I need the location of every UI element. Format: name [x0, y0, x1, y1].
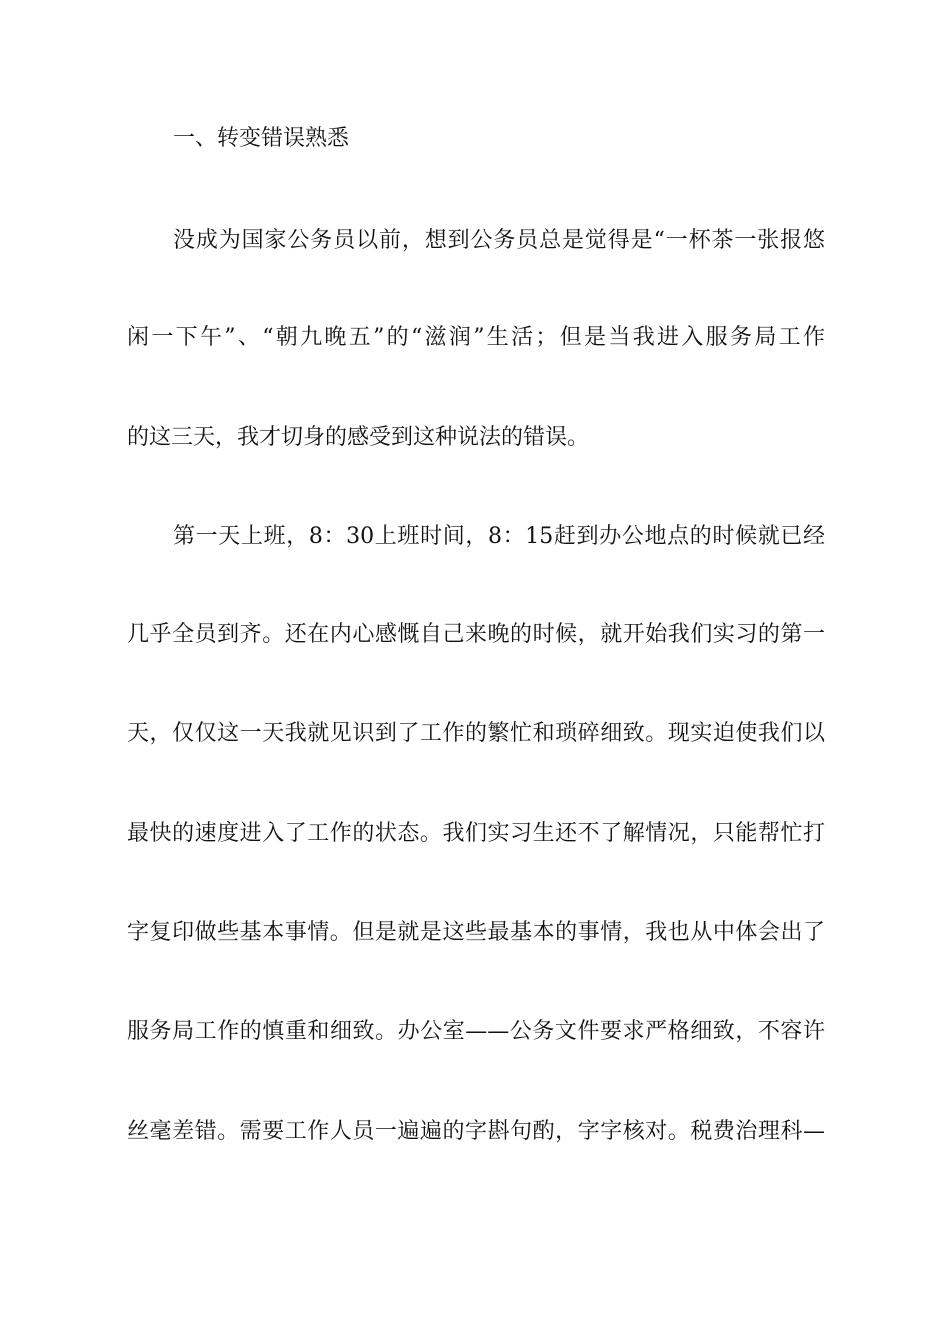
paragraph-2-line-1: 第一天上班，8：30上班时间，8：15赶到办公地点的时候就已经 [173, 524, 825, 549]
paragraph-2-line-3: 天，仅仅这一天我就见识到了工作的繁忙和琐碎细致。现实迫使我们以 [127, 721, 825, 746]
paragraph-2-line-5: 字复印做些基本事情。但是就是这些最基本的事情，我也从中体会出了 [127, 920, 825, 945]
paragraph-1-line-2: 闲一下午”、“朝九晚五”的“滋润”生活；但是当我进入服务局工作 [127, 325, 825, 350]
paragraph-2-line-2: 几乎全员到齐。还在内心感慨自己来晚的时候，就开始我们实习的第一 [127, 622, 825, 647]
paragraph-2-line-4: 最快的速度进入了工作的状态。我们实习生还不了解情况，只能帮忙打 [127, 821, 825, 846]
section-heading: 一、转变错误熟悉 [173, 126, 350, 151]
paragraph-1-line-3: 的这三天，我才切身的感受到这种说法的错误。 [127, 425, 590, 450]
paragraph-2-line-6: 服务局工作的慎重和细致。办公室——公务文件要求严格细致，不容许 [127, 1019, 825, 1044]
paragraph-2-line-7: 丝毫差错。需要工作人员一遍遍的字斟句酌，字字核对。税费治理科— [127, 1119, 825, 1144]
paragraph-1-line-1: 没成为国家公务员以前，想到公务员总是觉得是“一杯茶一张报悠 [173, 228, 825, 253]
